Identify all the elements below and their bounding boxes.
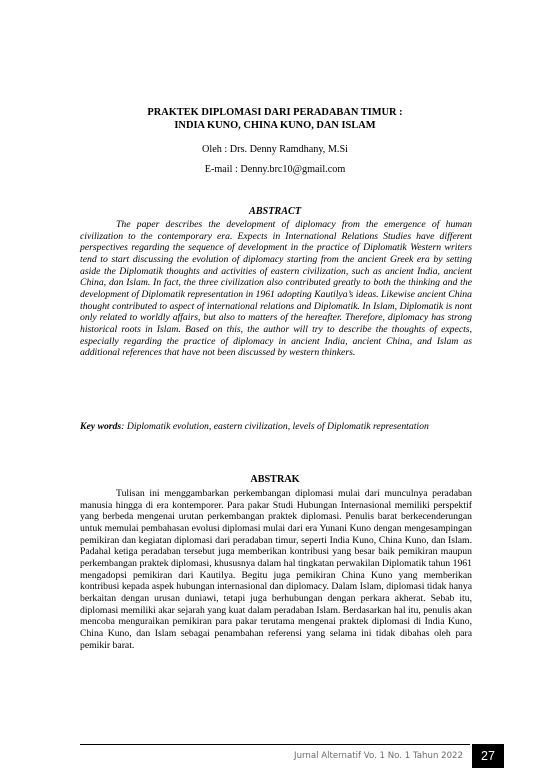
email-line: E-mail : Denny.brc10@gmail.com (204, 164, 346, 175)
abstrak-body: Tulisan ini menggambarkan perkembangan diplomasi mulai dari munculnya peradaban manusia hingga di era kontemporer. Para pakar Studi Hubungan Internasional memiliki perspektif yang berbeda mengenai urutan perkembangan praktek diplomasi. Penulis barat berkecenderungan untuk memulai pembahasan evolusi diplomasi mulai dari era Yunani Kuno dengan mengesampingan pemikiran dan kegiatan diplomasi dari peradaban timur, seperti India Kuno, China Kuno, dan Islam. Padahal ketiga peradaban tersebut juga memberikan kontribusi yang besar baik pemikiran maupun perkembangan praktek diplomasi, khususnya dalam hal tingkatan perwakilan Diplomatik tahun 1961 mengadopsi pemikiran dari Kautilya. Begitu juga pemikiran China Kuno yang memberikan kontribusi kepada aspek hubungan internasional dan diplomacy. Dalam Islam, diplomasi tidak hanya berkaitan dengan urusan duniawi, tetapi juga berhubungan dengan perkara akherat. Sebab itu, diplomasi memiliki akar sejarah yang kuat dalam peradaban Islam. Berdasarkan hal itu, penulis akan mencoba menguraikan pemikiran para pakar terutama mengenai praktek diplomasi di India Kuno, China Kuno, dan Islam sebagai penambahan referensi yang selama ini tidak dibahas oleh para pemikir barat. (80, 488, 472, 651)
keywords (80, 421, 472, 433)
page-number: 27 (472, 744, 504, 768)
author-line: Oleh : Drs. Denny Ramdhany, M.Si (202, 144, 348, 155)
keywords-label: Key words (80, 421, 122, 432)
footer-rule (80, 744, 470, 745)
keywords-text: : Diplomatik evolution, eastern civilization, levels of Diplomatik representation (121, 421, 429, 432)
paper-title-line-2: INDIA KUNO, CHINA KUNO, DAN ISLAM (174, 120, 376, 131)
abstract-body: The paper describes the development of diplomacy from the emergence of human civilization to the contemporary era. Expects in International Relations Studies have different perspectives regarding the sequence of development in the practice of Diplomatik Western writers tend to start discussing the evolution of diplomacy starting from the ancient Greek era by setting aside the Diplomatik thoughts and activities of eastern civilization, such as ancient India, ancient China, dan Islam. In fact, the three civilization also contributed greatly to both the thinking and the development of Diplomatik representation in 1961 adopting Kautilya’s ideas. Likewise ancient China thought contributed to aspect of international relations and Diplomatik. In Islam, Diplomatik is nont only related to worldly affairs, but also to matters of the hereafter. Therefore, diplomacy has strong historical roots in Islam. Based on this, the author will try to describe the thoughts of expects, especially regarding the practice of diplomacy in ancient India, ancient China, and Islam as additional references that have not been discussed by western thinkers. (80, 219, 472, 359)
abstract-heading: ABSTRACT (248, 206, 302, 217)
abstrak-heading: ABSTRAK (250, 474, 300, 485)
paper-title-line-1: PRAKTEK DIPLOMASI DARI PERADABAN TIMUR : (147, 107, 403, 118)
footer-journal: Jurnal Alternatif Vo. 1 No. 1 Tahun 2022 (294, 751, 463, 761)
paper-title (60, 106, 490, 132)
